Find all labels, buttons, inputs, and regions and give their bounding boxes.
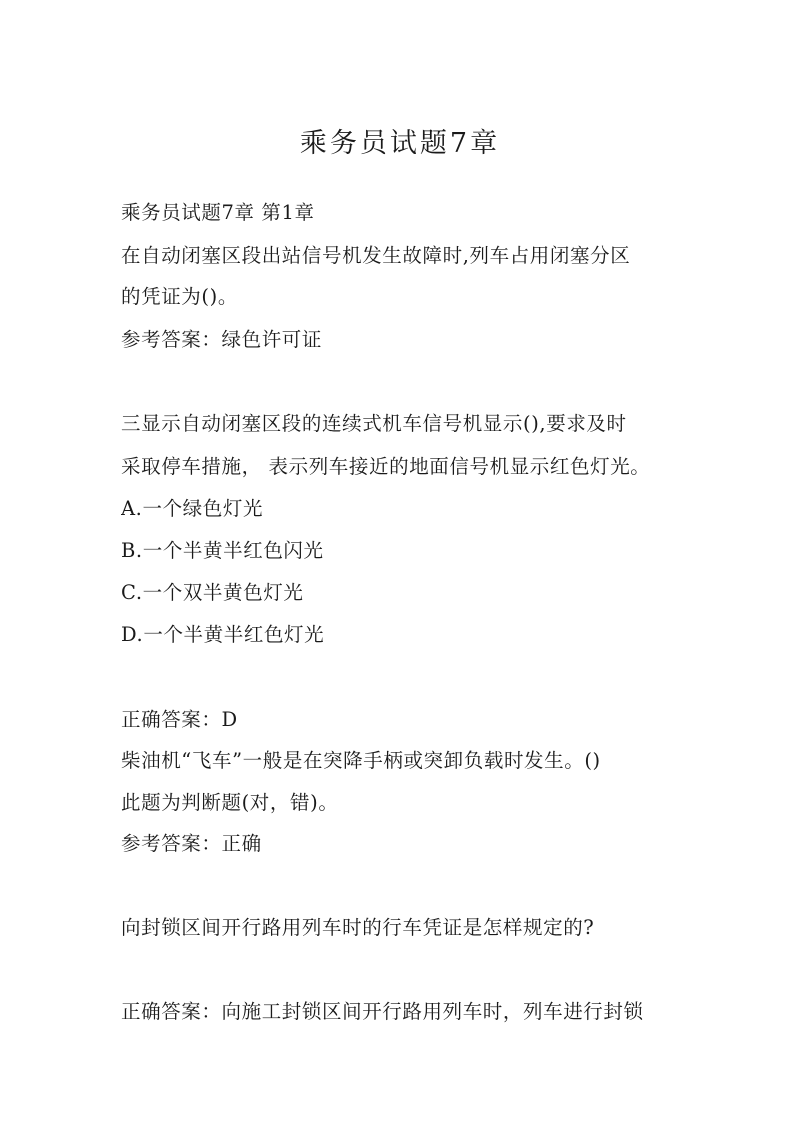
chapter-heading: 乘务员试题7章 第1章 [121, 201, 315, 224]
question-4: 向封锁区间开行路用列车时的行车凭证是怎样规定的? [121, 916, 595, 939]
question-1-line-1: 在自动闭塞区段出站信号机发生故障时,列车占用闭塞分区 [121, 244, 631, 267]
page-title: 乘务员试题7章 [299, 128, 501, 159]
question-3-line-1: 柴油机“飞车”一般是在突降手柄或突卸负载时发生。() [121, 749, 601, 772]
answer-4: 正确答案：向施工封锁区间开行路用列车时，列车进行封锁 [121, 1000, 644, 1023]
question-2-line-1: 三显示自动闭塞区段的连续式机车信号机显示(),要求及时 [121, 412, 627, 435]
option-d: D.一个半黄半红色灯光 [121, 623, 325, 646]
question-1-line-2: 的凭证为()。 [121, 285, 238, 308]
question-2-line-2: 采取停车措施， 表示列车接近的地面信号机显示红色灯光。 [121, 455, 651, 478]
option-a: A.一个绿色灯光 [121, 497, 264, 520]
answer-1: 参考答案：绿色许可证 [121, 328, 323, 351]
option-b: B.一个半黄半红色闪光 [121, 539, 324, 562]
question-3-line-2: 此题为判断题(对，错)。 [121, 791, 339, 814]
answer-2: 正确答案：D [121, 708, 238, 731]
option-c: C.一个双半黄色灯光 [121, 581, 304, 604]
answer-3: 参考答案：正确 [121, 832, 262, 855]
